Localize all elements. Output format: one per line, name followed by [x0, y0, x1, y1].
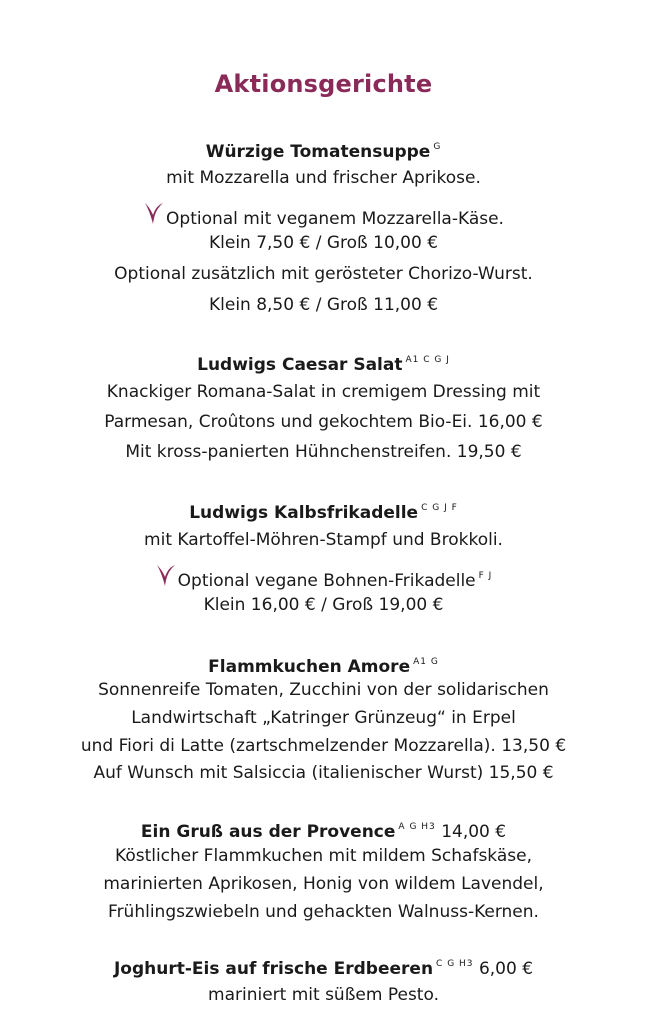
dish-price: 14,00 €: [441, 822, 507, 842]
allergen-codes: A G H3: [398, 822, 436, 832]
dish-heading: [0, 816, 647, 843]
dish-description-line: Knackiger Romana-Salat in cremigem Dressing mit: [106, 382, 541, 402]
dish-name: Würzige Tomatensuppe: [205, 142, 431, 162]
allergen-codes: A1 G: [413, 657, 439, 667]
dish-description-line: Sonnenreife Tomaten, Zucchini von der solidarischen: [98, 680, 549, 700]
dish-description-line: und Fiori di Latte (zartschmelzender Mozzarella). 13,50 €: [80, 736, 567, 756]
dish-name: Flammkuchen Amore: [208, 657, 411, 677]
dish-name: Joghurt-Eis auf frische Erdbeeren: [113, 959, 434, 979]
dish-description-line: Landwirtschaft „Katringer Grünzeug“ in Erpel: [131, 708, 516, 728]
dish-heading: [0, 136, 647, 163]
allergen-codes: G: [433, 142, 442, 152]
allergen-codes: F J: [478, 571, 493, 581]
dish-name: Ludwigs Caesar Salat: [197, 355, 403, 375]
price-line: Klein 7,50 € / Groß 10,00 €: [208, 233, 439, 253]
dish-description-line: Parmesan, Croûtons und gekochtem Bio-Ei. 16,00 €: [104, 412, 543, 432]
dish-description-line: Optional zusätzlich mit gerösteter Chorizo-Wurst.: [114, 264, 533, 284]
vegan-option-text: Optional vegane Bohnen-Frikadelle: [177, 571, 476, 591]
vegan-option-line: [0, 562, 647, 592]
vegan-leaf-icon: [155, 562, 177, 588]
price-line: Klein 16,00 € / Groß 19,00 €: [203, 595, 444, 615]
allergen-codes: C G H3: [436, 959, 474, 969]
dish-description-line: Auf Wunsch mit Salsiccia (italienischer Wurst) 15,50 €: [93, 763, 554, 783]
vegan-option-text: Optional mit veganem Mozzarella-Käse.: [166, 209, 504, 229]
dish-name: Ludwigs Kalbsfrikadelle: [189, 503, 419, 523]
vegan-option-line: [0, 200, 647, 230]
dish-description-line: Mit kross-panierten Hühnchenstreifen. 19,50 €: [125, 442, 522, 462]
dish-description-line: mit Mozzarella und frischer Aprikose.: [166, 168, 481, 188]
dish-description-line: marinierten Aprikosen, Honig von wildem Lavendel,: [103, 874, 544, 894]
dish-heading: [0, 349, 647, 376]
dish-heading: [0, 953, 647, 980]
dish-price: 6,00 €: [478, 959, 534, 979]
dish-description-line: mariniert mit süßem Pesto.: [208, 985, 439, 1005]
dish-description-line: Köstlicher Flammkuchen mit mildem Schafskäse,: [115, 846, 532, 866]
price-line: Klein 8,50 € / Groß 11,00 €: [208, 295, 439, 315]
dish-heading: [0, 651, 647, 678]
dish-heading: [0, 497, 647, 524]
allergen-codes: C G J F: [421, 503, 458, 513]
dish-description-line: mit Kartoffel-Möhren-Stampf und Brokkoli.: [144, 530, 503, 550]
allergen-codes: A1 C G J: [405, 355, 450, 365]
dish-description-line: Frühlingszwiebeln und gehackten Walnuss-Kernen.: [108, 902, 539, 922]
vegan-leaf-icon: [143, 200, 165, 226]
dish-name: Ein Gruß aus der Provence: [140, 822, 396, 842]
page-title: Aktionsgerichte: [214, 70, 433, 98]
